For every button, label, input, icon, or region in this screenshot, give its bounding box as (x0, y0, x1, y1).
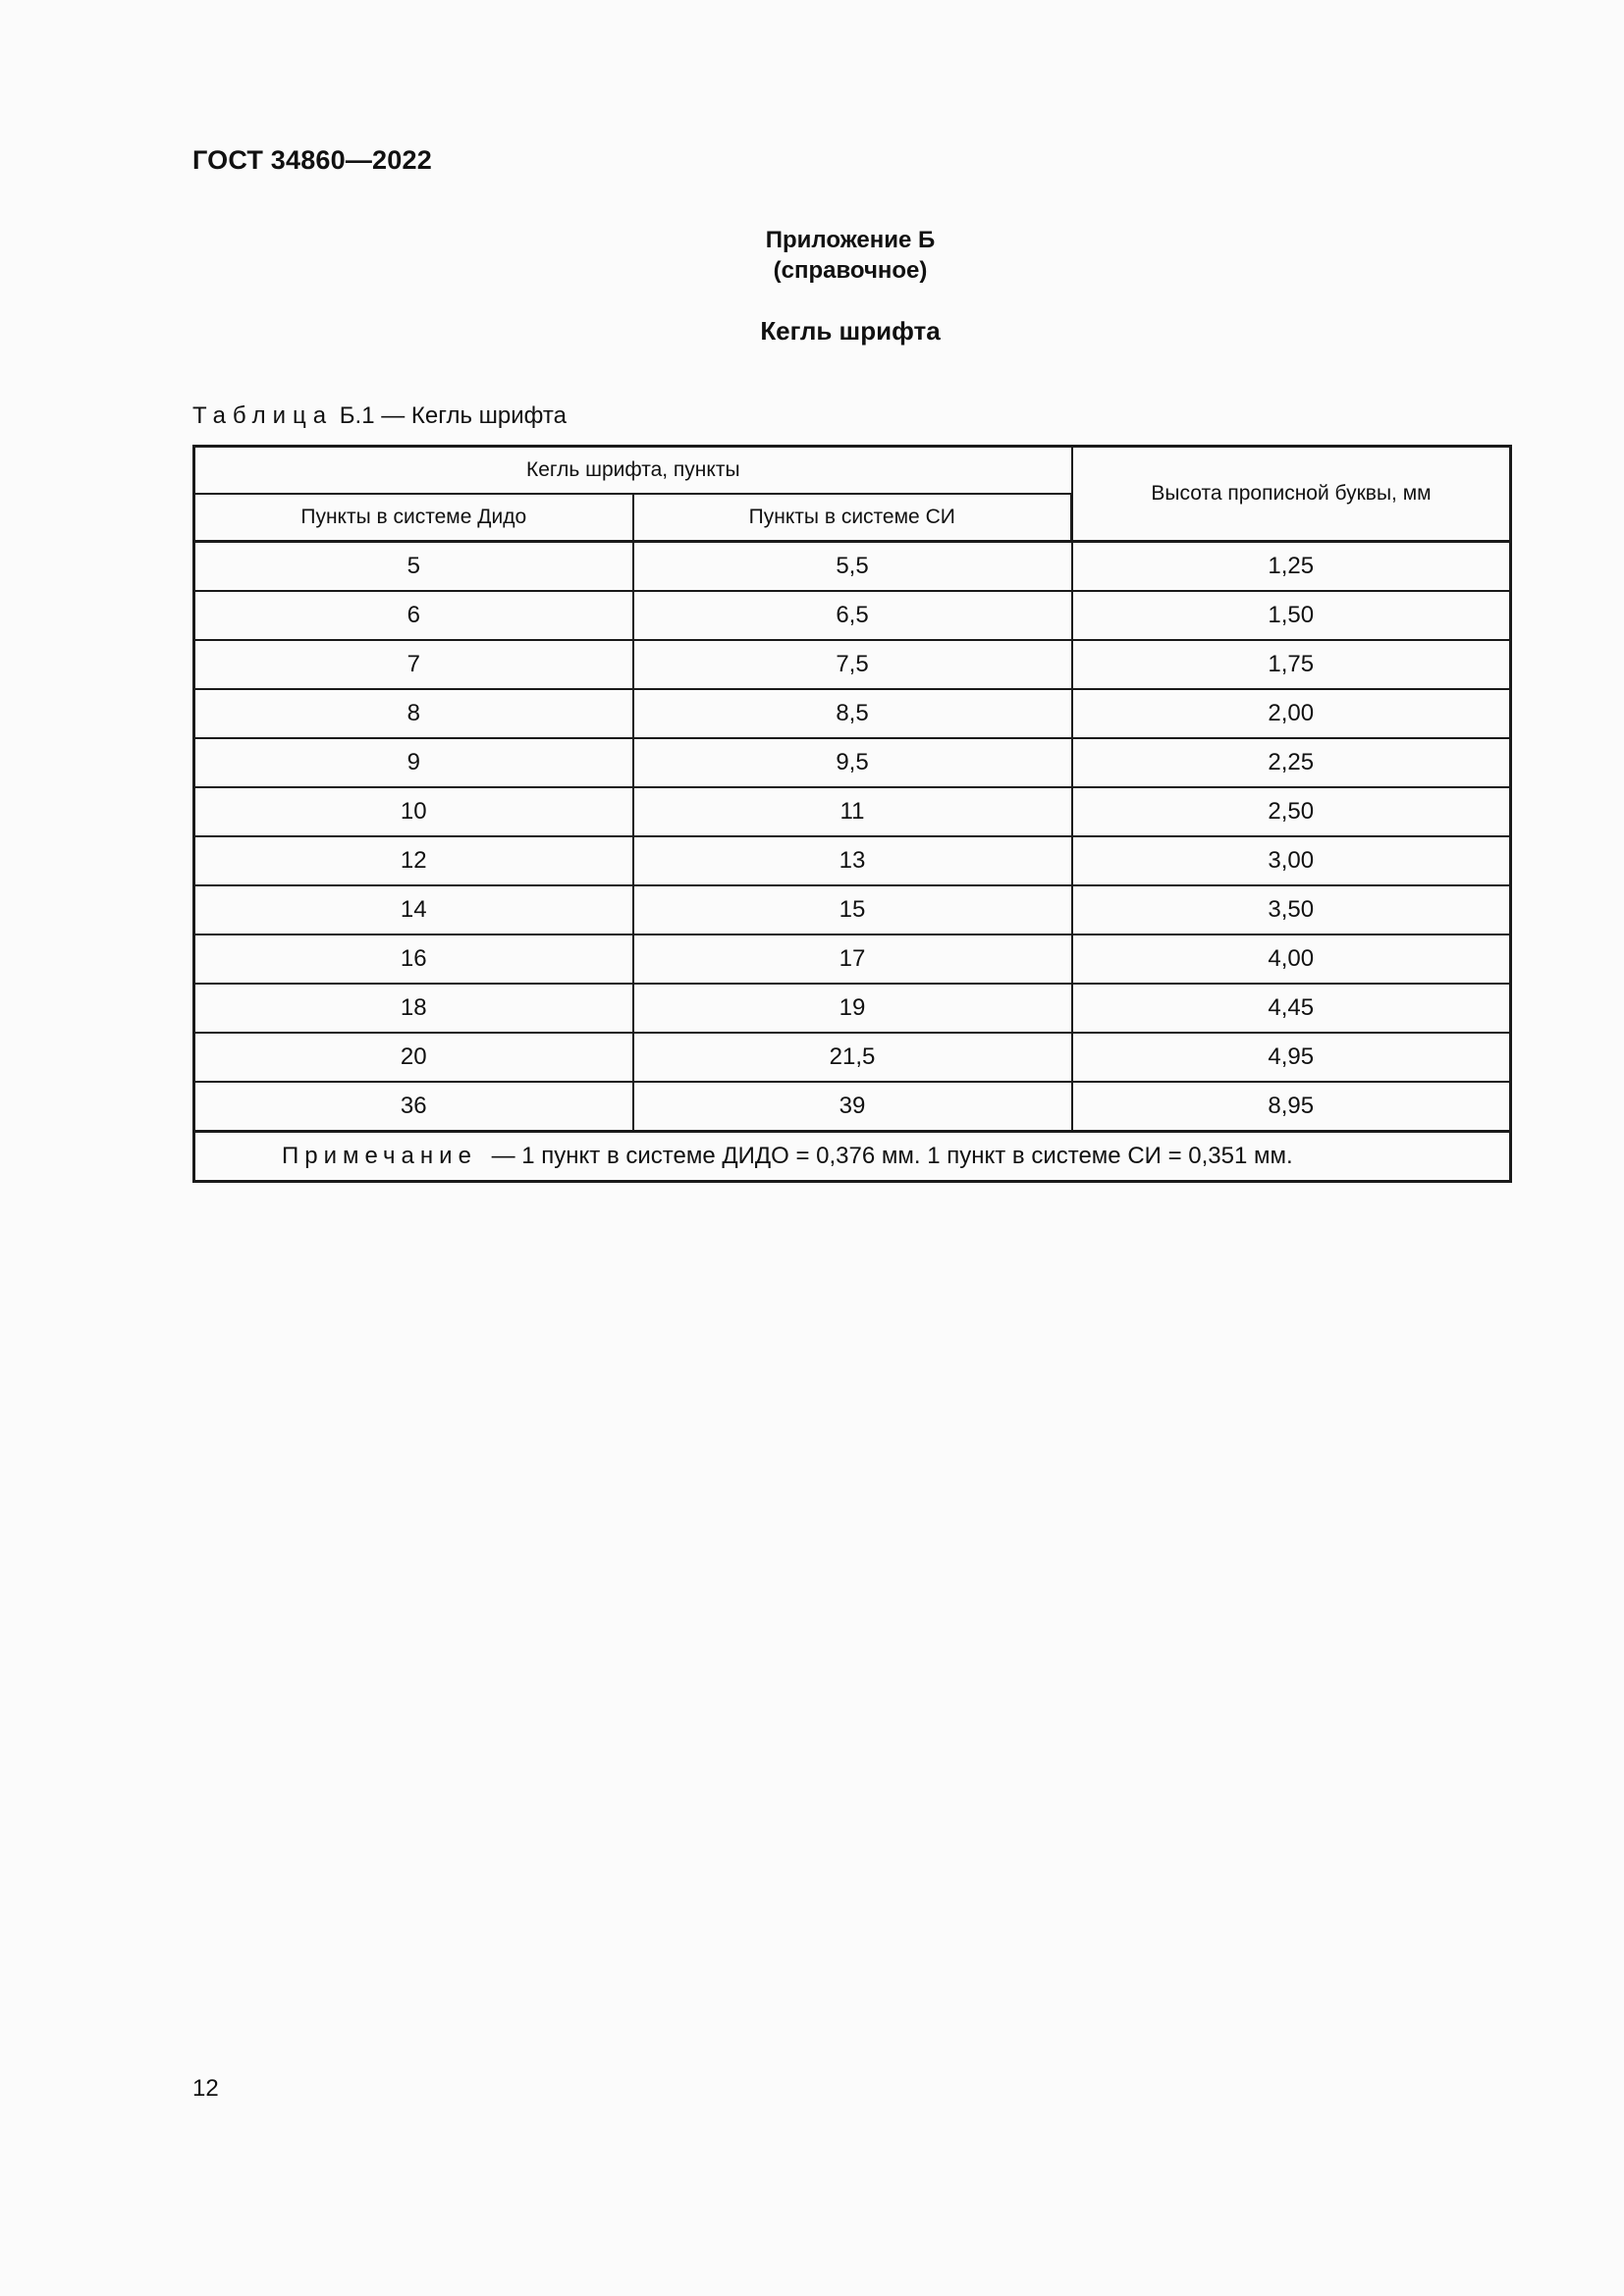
cell-didot: 12 (194, 836, 633, 885)
cell-height: 2,50 (1072, 787, 1511, 836)
cell-didot: 18 (194, 984, 633, 1033)
cell-si: 6,5 (633, 591, 1072, 640)
cell-height: 1,75 (1072, 640, 1511, 689)
table-header-si: Пункты в системе СИ (633, 494, 1072, 542)
table-row (194, 1082, 1511, 1132)
cell-height: 4,00 (1072, 934, 1511, 984)
cell-si: 5,5 (633, 542, 1072, 592)
table-row (194, 542, 1511, 592)
table-note-row (194, 1132, 1511, 1182)
table-row (194, 689, 1511, 738)
cell-didot: 20 (194, 1033, 633, 1082)
cell-height: 2,00 (1072, 689, 1511, 738)
cell-didot: 8 (194, 689, 633, 738)
table-row (194, 836, 1511, 885)
cell-height: 2,25 (1072, 738, 1511, 787)
cell-didot: 10 (194, 787, 633, 836)
cell-height: 1,25 (1072, 542, 1511, 592)
note-text: — 1 пункт в системе ДИДО = 0,376 мм. 1 пункт в системе СИ = 0,351 мм. (491, 1143, 1293, 1169)
cell-si: 8,5 (633, 689, 1072, 738)
cell-height: 3,50 (1072, 885, 1511, 934)
table-row (194, 1033, 1511, 1082)
table-row (194, 591, 1511, 640)
table-row (194, 934, 1511, 984)
cell-didot: 7 (194, 640, 633, 689)
cell-height: 4,45 (1072, 984, 1511, 1033)
table-row (194, 787, 1511, 836)
cell-height: 8,95 (1072, 1082, 1511, 1132)
cell-si: 7,5 (633, 640, 1072, 689)
note-label: Примечание (282, 1143, 477, 1169)
table-note (194, 1132, 1511, 1182)
table-header-didot: Пункты в системе Дидо (194, 494, 633, 542)
table-caption (192, 402, 567, 430)
appendix-title: Приложение Б (765, 227, 936, 253)
cell-didot: 5 (194, 542, 633, 592)
table-caption-text: Б.1 — Кегль шрифта (339, 402, 567, 429)
cell-didot: 16 (194, 934, 633, 984)
cell-si: 11 (633, 787, 1072, 836)
cell-didot: 6 (194, 591, 633, 640)
document-header: ГОСТ 34860—2022 (192, 145, 432, 175)
cell-si: 17 (633, 934, 1072, 984)
cell-si: 15 (633, 885, 1072, 934)
table-row (194, 885, 1511, 934)
page-number: 12 (192, 2075, 219, 2102)
cell-si: 21,5 (633, 1033, 1072, 1082)
cell-si: 13 (633, 836, 1072, 885)
table-group-header: Кегль шрифта, пункты (194, 447, 1072, 495)
cell-didot: 9 (194, 738, 633, 787)
cell-height: 1,50 (1072, 591, 1511, 640)
cell-didot: 14 (194, 885, 633, 934)
table-caption-label: Таблица (192, 402, 334, 429)
cell-didot: 36 (194, 1082, 633, 1132)
table-header-height: Высота прописной буквы, мм (1072, 447, 1511, 542)
cell-height: 3,00 (1072, 836, 1511, 885)
cell-si: 19 (633, 984, 1072, 1033)
cell-height: 4,95 (1072, 1033, 1511, 1082)
appendix-heading (192, 225, 1508, 286)
cell-si: 9,5 (633, 738, 1072, 787)
font-size-table (192, 445, 1512, 1183)
table-row (194, 738, 1511, 787)
table-row (194, 984, 1511, 1033)
appendix-subtitle: (справочное) (773, 257, 928, 284)
table-body (194, 542, 1511, 1132)
section-title: Кегль шрифта (760, 316, 941, 346)
cell-si: 39 (633, 1082, 1072, 1132)
table-row (194, 640, 1511, 689)
